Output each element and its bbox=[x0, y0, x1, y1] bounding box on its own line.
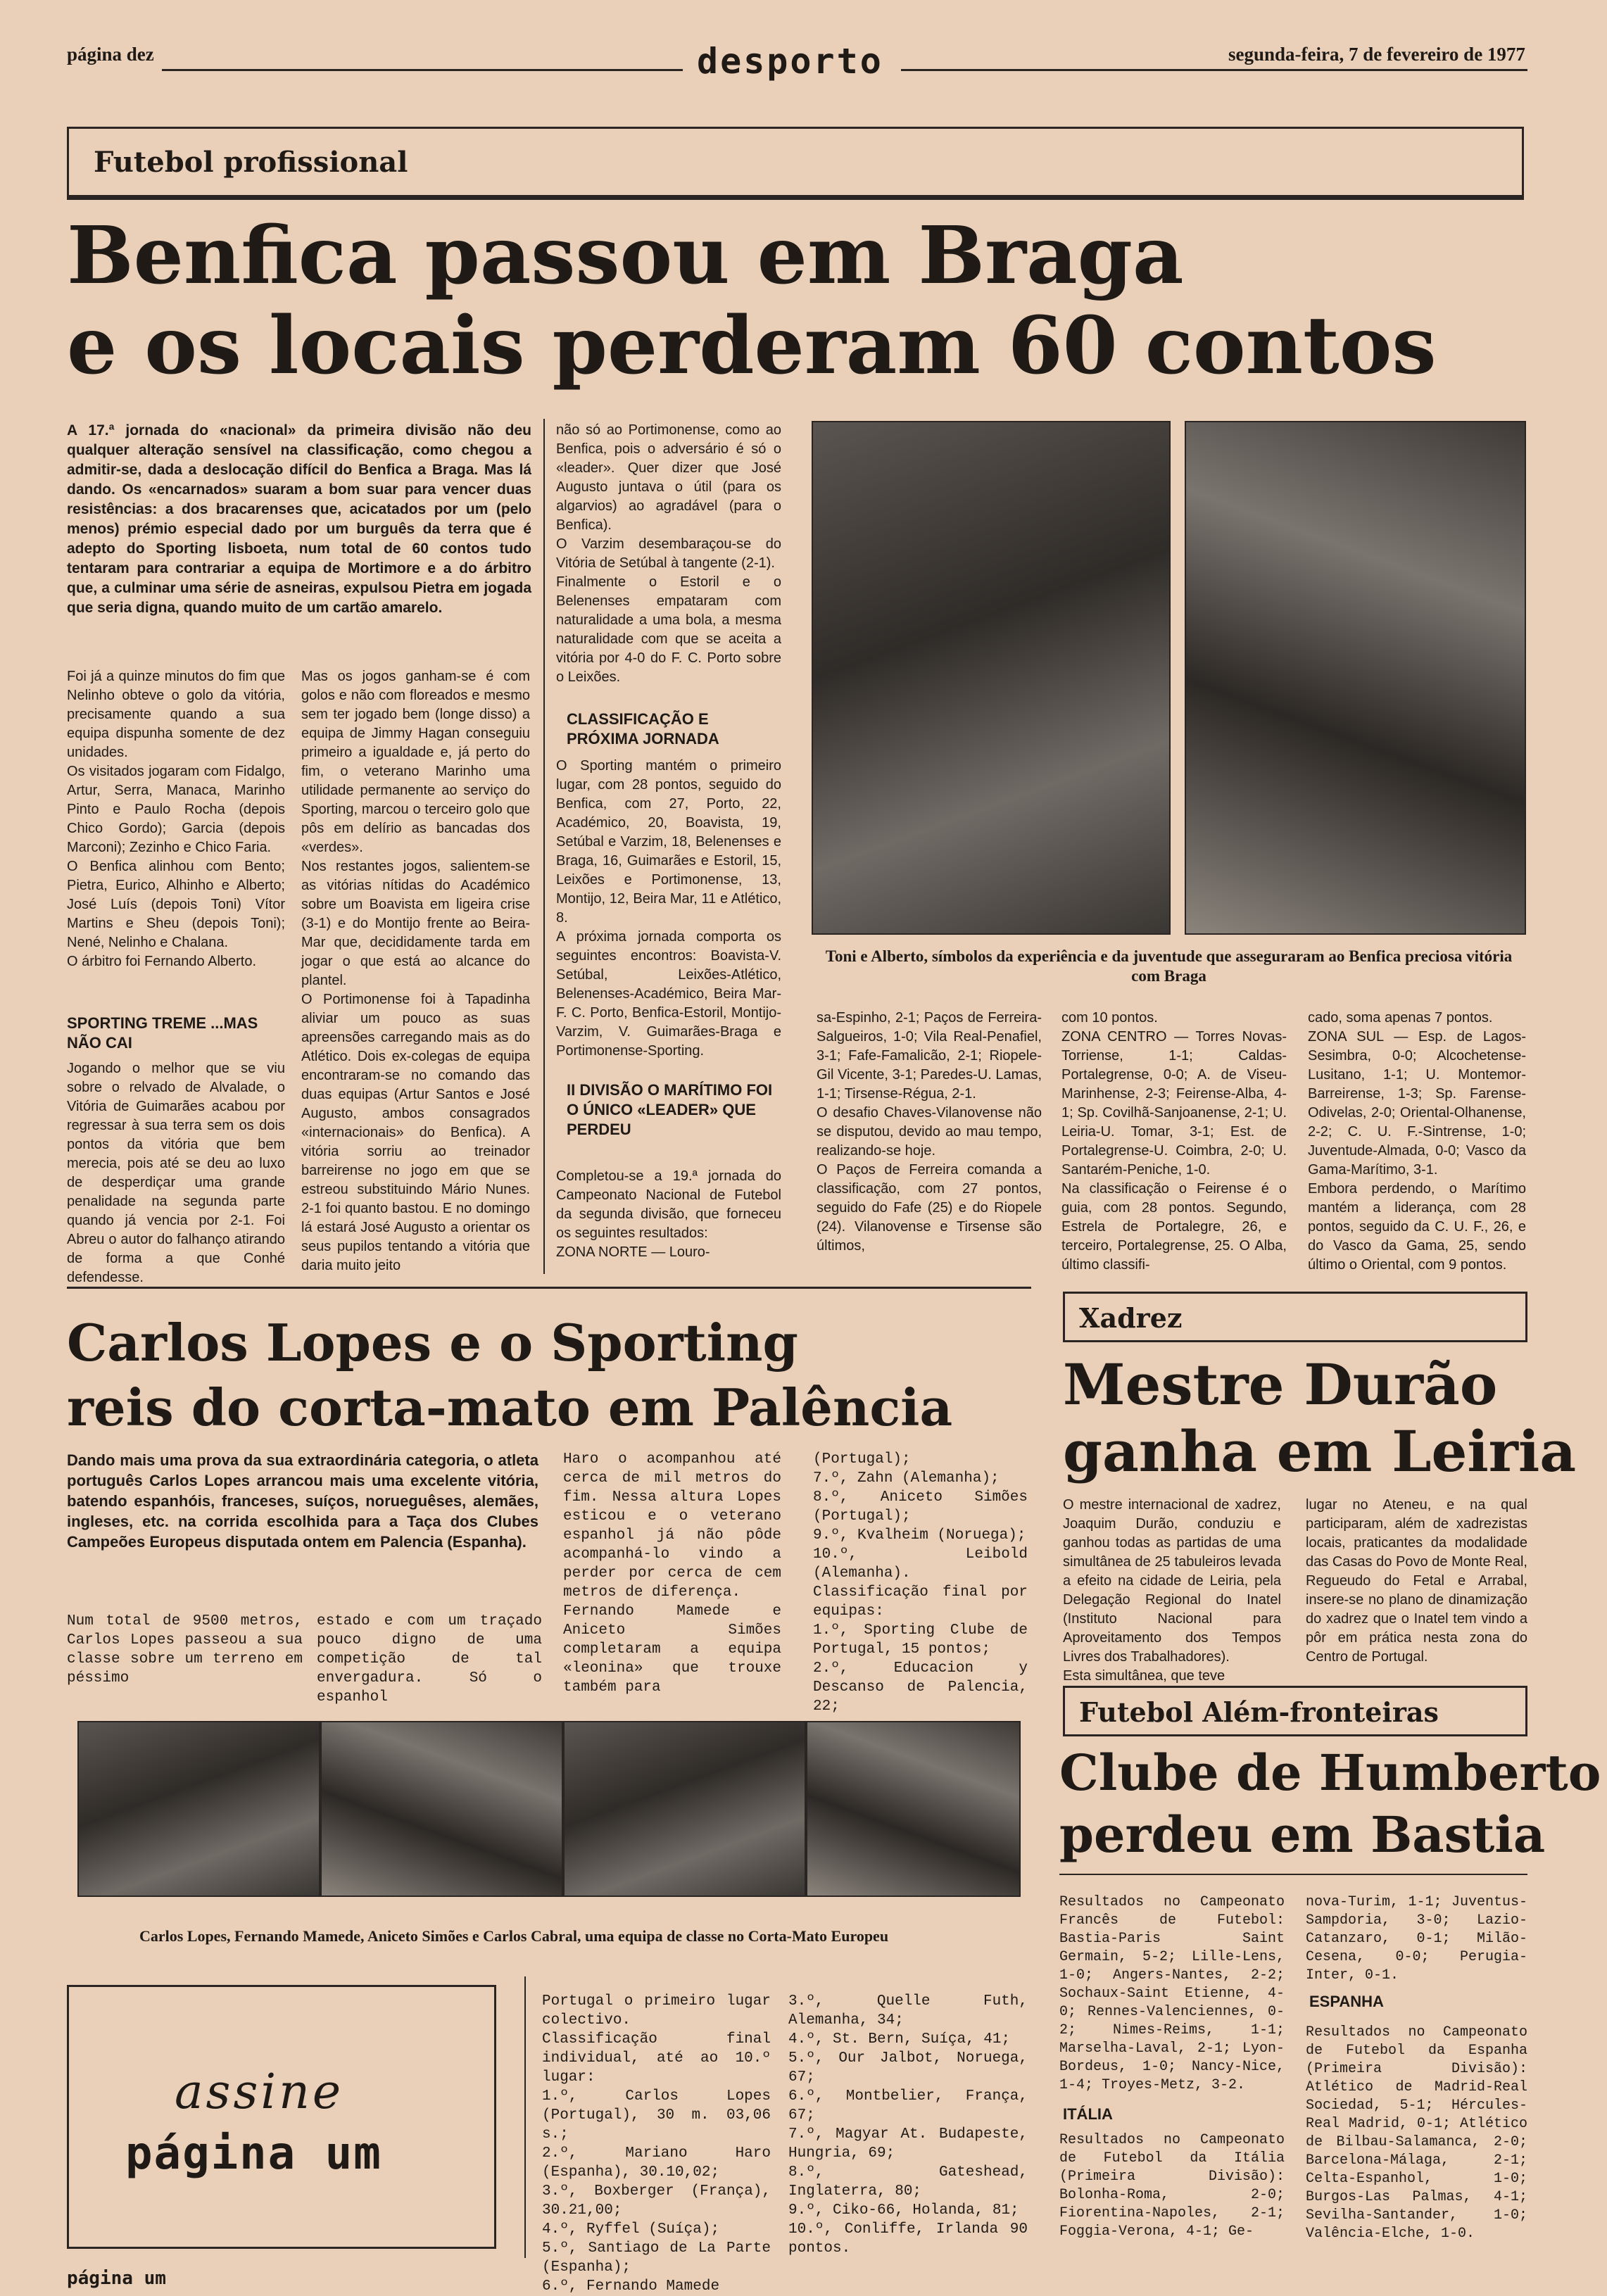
page-number-label: página dez bbox=[67, 44, 154, 65]
story2-headline-line-1: Carlos Lopes e o Sporting bbox=[67, 1313, 798, 1373]
column-divider bbox=[543, 419, 545, 1274]
futebol-kicker-box bbox=[1063, 1686, 1527, 1736]
headline-line-1: Benfica passou em Braga bbox=[67, 210, 1184, 302]
ad-script-line: assine bbox=[175, 2064, 344, 2120]
masthead-rule-left bbox=[162, 69, 683, 71]
story2-headline bbox=[67, 1311, 952, 1440]
subhead-espanha: ESPANHA bbox=[1309, 1993, 1384, 2010]
photo-carlos-lopes bbox=[77, 1721, 320, 1897]
masthead-rule-right bbox=[901, 69, 1527, 71]
footer-page-label: página um bbox=[67, 2268, 166, 2289]
photo-aniceto-simoes bbox=[563, 1721, 806, 1897]
photo-caption-corta-mato: Carlos Lopes, Fernando Mamede, Aniceto Simões e Carlos Cabral, uma equipa de classe no Corta-Mato Europeu bbox=[139, 1927, 889, 1945]
article-col-4: sa-Espinho, 2-1; Paços de Ferreira-Salgueiros, 1-0; Vila Real-Penafiel, 3-1; Fafe-Famalicão, 2-1; Riopele-Gil Vicente, 3-1; Paredes-U. Lamas, 1-1; Tirsense-Régua, 2-1. O desafio Chaves-Vilanovense não se disputou, devido ao mau tempo, realizando-se hoje. O Paços de Ferreira comanda a classificação, com 27 pontos, seguido do Fafe (25) e do Riopele (24). Vilanovense e Tirsense são últimos, bbox=[817, 1010, 1042, 1254]
story3-headline-line-2: ganha em Leiria bbox=[1063, 1418, 1577, 1484]
article-col-3c: Completou-se a 19.ª jornada do Campeonato Nacional de Futebol da segunda divisão, que forneceu os seguintes resultados: ZONA NORTE — Louro- bbox=[556, 1168, 781, 1260]
subscription-ad[interactable] bbox=[67, 1985, 496, 2249]
lead-paragraph: A 17.ª jornada do «nacional» da primeira divisão não deu qualquer alteração sensível na classificação, como chegou a admitir-se, dada a deslocação difícil do Benfica a Braga. Mas lá dando. Os «encarnados» suaram a bom suar para vencer duas resistências: a dos bracarenses que, acicatados por um (pelo menos) prémio especial dado por um burguês da terra que é adepto do Sporting lisboeta, num total de 60 contos tudo tentaram para contrariar a equipa de Mortimore e a do árbitro que, a culminar uma série de asneiras, expulsou Pietra em jogada que seria digna, quando muito de um cartão amarelo. bbox=[67, 422, 531, 616]
story3-headline bbox=[1063, 1351, 1576, 1485]
futebol-kicker: Futebol Além-fronteiras bbox=[1079, 1696, 1439, 1728]
story4-headline-line-1: Clube de Humberto bbox=[1059, 1743, 1601, 1802]
kicker: Futebol profissional bbox=[94, 146, 408, 179]
column-divider-2 bbox=[524, 1976, 526, 2258]
subhead-italia: ITÁLIA bbox=[1063, 2105, 1113, 2123]
story2-col-3: Haro o acompanhou até cerca de mil metros do fim. Nessa altura Lopes esticou e o veterano espanhol já não pôde acompanhá-lo vindo a perder por cerca de cem metros de diferença. Fernando Mamede e Aniceto Simões completaram a equipa «leonina» que trouxe também para bbox=[563, 1451, 781, 1696]
article-col-1b: Jogando o melhor que se viu sobre o relvado de Alvalade, o Vitória de Guimarães acabou por regressar à sua terra sem os dois pontos da vitória que bem merecia, pois até se deu ao luxo de desperdiçar uma grande penalidade na segunda parte quando já vencia por 2-1. Foi Abreu o autor do falhanço atirando de forma a que Conhé defendesse. bbox=[67, 1061, 285, 1285]
story2-headline-line-2: reis do corta-mato em Palência bbox=[67, 1377, 953, 1437]
story3-col-1: O mestre internacional de xadrez, Joaquim Durão, conduziu e ganhou todas as partidas de uma simultânea de 25 tabuleiros levada a efeito na cidade de Leiria, pela Delegação Regional do Inatel (Instituto Nacional para Aproveitamento dos Tempos Livres dos Trabalhadores). Esta simultânea, que teve bbox=[1063, 1497, 1281, 1684]
photo-caption-benfica: Toni e Alberto, símbolos da experiência e da juventude que asseguraram ao Benfica preciosa vitória com Braga bbox=[825, 947, 1513, 985]
story4-rule bbox=[1059, 1874, 1527, 1875]
story2-col-6: 3.º, Quelle Futh, Alemanha, 34; 4.º, St. Bern, Suíça, 41; 5.º, Our Jalbot, Noruega, 67; 6.º, Montbelier, França, 67; 7.º, Magyar At. Budapeste, Hungria, 69; 8.º, Gateshead, Inglaterra, 80; 9.º, Ciko-66, Holanda, 81; 10.º, Conliffe, Irlanda 90 pontos. bbox=[788, 1993, 1028, 2257]
photo-toni bbox=[812, 421, 1171, 935]
article-col-1: Foi já a quinze minutos do fim que Nelinho obteve o golo da vitória, precisamente quando a sua equipa dispunha somente de dez unidades. Os visitados jogaram com Fidalgo, Artur, Serra, Manaca, Marinho Pinto e Paulo Rocha (depois Chico Gordo); Garcia (depois Marconi); Zezinho e Chico Faria. O Benfica alinhou com Bento; Pietra, Eurico, Alhinho e Alberto; José Luís (depois Toni) Vítor Martins e Sheu (depois Toni); Nené, Nelinho e Chalana. O árbitro foi Fernando Alberto. bbox=[67, 669, 285, 969]
ad-brand-line: página um bbox=[125, 2128, 382, 2180]
issue-date: segunda-feira, 7 de fevereiro de 1977 bbox=[1228, 44, 1525, 65]
kicker-box bbox=[67, 127, 1524, 197]
photo-alberto bbox=[1185, 421, 1526, 935]
article-col-6: cado, soma apenas 7 pontos. ZONA SUL — Esp. de Lagos-Sesimbra, 0-0; Alcochetense-Lusitano, 1-1; U. Montemor-Barreirense, 1-3; Sp. Farense-Odivelas, 2-0; Oriental-Olhanense, 2-2; C. U. F.-Sintrense, 1-0; Juventude-Almada, 0-0; Vasco da Gama-Marítimo, 3-1. Embora perdendo, o Marítimo mantém a liderança, com 28 pontos, seguido da C. U. F., 26, e do Vasco da Gama, 25, sendo último o Oriental, com 9 pontos. bbox=[1308, 1010, 1526, 1273]
article-col-3b: O Sporting mantém o primeiro lugar, com 28 pontos, seguido do Benfica, com 27, Porto, 22, Académico, 20, Boavista, 19, Setúbal e Varzim, 18, Belenenses e Braga, 16, Guimarães e Estoril, 15, Leixões e Portimonense, 13, Montijo, 12, Beira Mar, 11 e Atlético, 8. A próxima jornada comporta os seguintes encontros: Boavista-V. Setúbal, Leixões-Atlético, Belenenses-Académico, Beira Mar-F. C. Porto, Benfica-Estoril, Montijo-Varzim, V. Guimarães-Braga e Portimonense-Sporting. bbox=[556, 758, 781, 1059]
subhead-sporting: SPORTING TREME ...MAS NÃO CAI bbox=[67, 1014, 258, 1052]
story4-col-1: Resultados no Campeonato Francês de Futebol: Bastia-Paris Saint Germain, 5-2; Lille-Lens, 1-0; Angers-Nantes, 2-2; Sochaux-Saint Etienne, 4-0; Rennes-Valenciennes, 0-2; Nimes-Reims, 1-1; Marselha-Laval, 2-1; Lyon-Bordeus, 1-0; Nancy-Nice, 1-4; Troyes-Metz, 3-2. bbox=[1059, 1894, 1285, 2093]
xadrez-kicker-box bbox=[1063, 1292, 1527, 1342]
story4-col-2: nova-Turim, 1-1; Juventus-Sampdoria, 3-0; Lazio-Catanzaro, 0-1; Milão-Cesena, 0-0; Perugia-Inter, 0-1. bbox=[1306, 1894, 1527, 1983]
story3-col-2: lugar no Ateneu, e na qual participaram, além de xadrezistas locais, praticantes da modalidade das Casas do Povo de Monte Real, Regueudo do Fetal e Arrabal, insere-se no plano de dinamização do xadrez que o Inatel tem vindo a pôr em prática nesta zona do Centro de Portugal. bbox=[1306, 1497, 1527, 1665]
article-col-3: não só ao Portimonense, como ao Benfica, pois o adversário é só o «leader». Quer dizer que José Augusto juntava o útil (para os algarvios) ao agradável (para o Benfica). O Varzim desembaraçou-se do Vitória de Setúbal à tangente (2-1). Finalmente o Estoril e o Belenenses empataram com naturalidade a uma bola, a mesma naturalidade com que se aceita a vitória por 4-0 do F. C. Porto sobre o Leixões. bbox=[556, 422, 781, 685]
story2-col-5: Portugal o primeiro lugar colectivo. Classificação final individual, até ao 10.º lugar: 1.º, Carlos Lopes (Portugal), 30 m. 03,06 s.; 2.º, Mariano Haro (Espanha), 30.10,02; 3.º, Boxberger (França), 30.21,00; 4.º, Ryffel (Suíça); 5.º, Santiago de La Parte (Espanha); 6.º, Fernando Mamede bbox=[542, 1993, 771, 2295]
story2-col-4: (Portugal); 7.º, Zahn (Alemanha); 8.º, Aniceto Simões (Portugal); 9.º, Kvalheim (Noruega); 10.º, Leibold (Alemanha). Classificação final por equipas: 1.º, Sporting Clube de Portugal, 15 pontos; 2.º, Educacion y Descanso de Palencia, 22; bbox=[813, 1451, 1028, 1715]
photo-fernando-mamede bbox=[320, 1721, 563, 1897]
article-col-2: Mas os jogos ganham-se é com golos e não com floreados e mesmo sem ter jogado bem (longe disso) a equipa de Jimmy Hagan conseguiu primeiro a igualdade e, já perto do fim, o veterano Marinho uma utilidade permanente ao serviço do Sporting, marcou o terceiro golo que pôs em delírio as bancadas dos «verdes». Nos restantes jogos, salientem-se as vitórias nítidas do Académico sobre um Boavista em ligeira crise (3-1) e do Montijo frente ao Beira-Mar que, decididamente tarda em jogar o que está ao alcance do plantel. O Portimonense foi à Tapadinha aliviar um pouco as suas apreensões carregando mais as do Atlético. Dois ex-colegas de equipa encontraram-se no comando das duas equipas (Artur Santos e José Augusto, ambos consagrados «internacionais» do Benfica). A vitória sorriu ao treinador barreirense no jogo em que se estreou substituindo Mário Nunes. 2-1 foi quanto bastou. E no domingo lá estará José Augusto a orientar os seus pupilos tentando a vitória que daria muito jeito bbox=[301, 669, 530, 1273]
article-col-5: com 10 pontos. ZONA CENTRO — Torres Novas-Torriense, 1-1; Caldas-Portalegrense, 0-0; A. de Viseu-Marinhense, 2-3; Feirense-Alba, 4-1; Sp. Covilhã-Sanjoanense, 2-1; U. Leiria-U. Tomar, 3-1; Est. de Portalegrense-U. Coimbra, 2-0; U. Santarém-Peniche, 1-0. Na classificação o Feirense é o guia, com 28 pontos. Segundo, Estrela de Portalegre, 26, e terceiro, Portalegrense, 25. O Alba, último classifi- bbox=[1061, 1010, 1287, 1273]
story2-col-2: estado e com um traçado pouco digno de uma competição de tal envergadura. Só o espanhol bbox=[317, 1613, 542, 1705]
main-headline bbox=[67, 211, 1437, 391]
story4-headline bbox=[1059, 1742, 1601, 1866]
story3-headline-line-1: Mestre Durão bbox=[1063, 1351, 1498, 1418]
xadrez-kicker: Xadrez bbox=[1079, 1302, 1183, 1334]
kicker-rule bbox=[67, 197, 1524, 200]
photo-carlos-cabral bbox=[806, 1721, 1021, 1897]
story4-col-2b: Resultados no Campeonato de Futebol da Espanha (Primeira Divisão): Atlético de Madrid-Real Sociedad, 5-1; Hércules-Real Madrid, 0-1; Atlético de Bilbau-Salamanca, 2-0; Barcelona-Málaga, 2-1; Celta-Espanhol, 1-0; Burgos-Las Palmas, 4-1; Sevilha-Santander, 1-0; Valência-Elche, 1-0. bbox=[1306, 2024, 1527, 2242]
story2-col-1: Num total de 9500 metros, Carlos Lopes passeou a sua classe sobre um terreno em péssimo bbox=[67, 1613, 303, 1686]
section-rule bbox=[67, 1287, 1031, 1289]
story4-col-1b: Resultados no Campeonato de Futebol da Itália (Primeira Divisão): Bolonha-Roma, 2-0; Fiorentina-Napoles, 2-1; Foggia-Verona, 4-1; Ge- bbox=[1059, 2132, 1285, 2240]
story2-lead: Dando mais uma prova da sua extraordinária categoria, o atleta português Carlos Lopes arrancou mais uma excelente vitória, batendo espanhóis, franceses, suíços, norueguêses, alemães, ingleses, etc. na corrida escolhida para a Taça dos Clubes Campeões Europeus disputada ontem em Palencia (Espanha). bbox=[67, 1451, 538, 1551]
subhead-classificacao: CLASSIFICAÇÃO E PRÓXIMA JORNADA bbox=[567, 710, 719, 748]
headline-line-2: e os locais perderam 60 contos bbox=[67, 300, 1437, 392]
subhead-ii-divisao: II DIVISÃO O MARÍTIMO FOI O ÚNICO «LEADER» QUE PERDEU bbox=[567, 1081, 773, 1138]
section-title: desporto bbox=[697, 41, 883, 82]
story4-headline-line-2: perdeu em Bastia bbox=[1059, 1805, 1546, 1864]
